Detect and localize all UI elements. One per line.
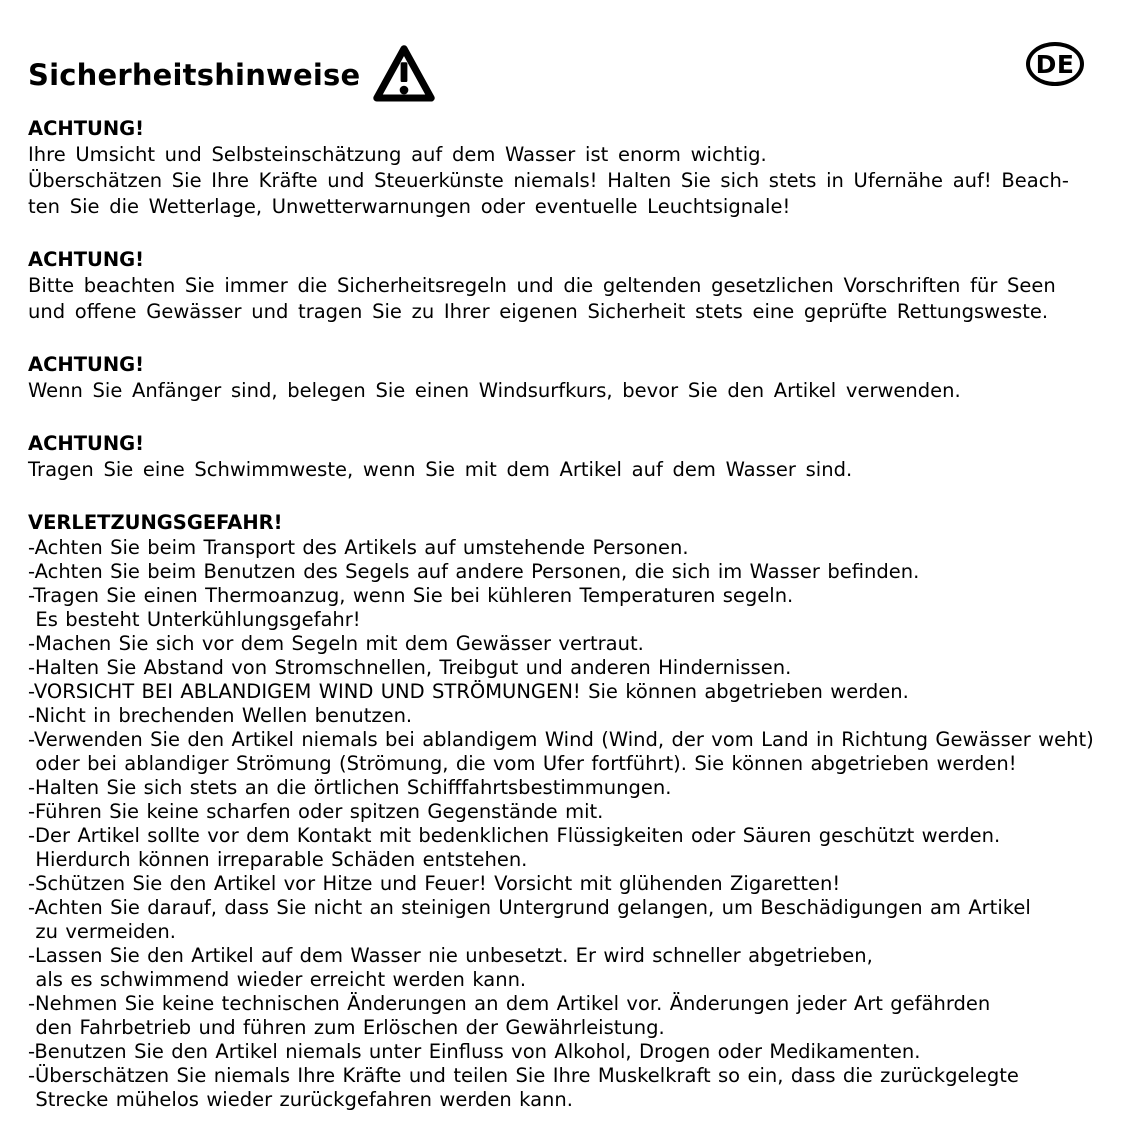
text-line: Überschätzen Sie Ihre Kräfte und Steuerkünste niemals! Halten Sie sich stets in Ufernähe auf! Beach-: [28, 169, 1069, 192]
language-badge-label: DE: [1035, 49, 1075, 79]
text-line: zu vermeiden.: [28, 920, 176, 943]
text-line: ten Sie die Wetterlage, Unwetterwarnungen oder eventuelle Leuchtsignale!: [28, 195, 791, 218]
text-line: Ihre Umsicht und Selbsteinschätzung auf dem Wasser ist enorm wichtig.: [28, 143, 767, 166]
section-heading: ACHTUNG!: [28, 353, 145, 376]
text-line: -Verwenden Sie den Artikel niemals bei ablandigem Wind (Wind, der vom Land in Richtung Gewässer weht): [28, 728, 1094, 751]
page-title: Sicherheitshinweise: [28, 58, 361, 92]
section-heading: ACHTUNG!: [28, 248, 145, 271]
language-badge: [1026, 42, 1084, 86]
text-line: den Fahrbetrieb und führen zum Erlöschen der Gewährleistung.: [28, 1016, 665, 1039]
section-heading: ACHTUNG!: [28, 117, 145, 140]
text-line: -Nehmen Sie keine technischen Änderungen an dem Artikel vor. Änderungen jeder Art gefährden: [28, 992, 991, 1015]
text-line: -Machen Sie sich vor dem Segeln mit dem Gewässer vertraut.: [28, 632, 644, 655]
text-line: -Tragen Sie einen Thermoanzug, wenn Sie bei kühleren Temperaturen segeln.: [28, 584, 794, 607]
text-line: Bitte beachten Sie immer die Sicherheitsregeln und die geltenden gesetzlichen Vorschriften für Seen: [28, 274, 1056, 297]
section-achtung-4: [28, 431, 1142, 483]
text-line: Es besteht Unterkühlungsgefahr!: [28, 608, 361, 631]
text-line: -Nicht in brechenden Wellen benutzen.: [28, 704, 413, 727]
text-line: -Der Artikel sollte vor dem Kontakt mit bedenklichen Flüssigkeiten oder Säuren geschützt werden.: [28, 824, 1001, 847]
text-line: -Achten Sie beim Benutzen des Segels auf andere Personen, die sich im Wasser befinden.: [28, 560, 920, 583]
section-heading: ACHTUNG!: [28, 432, 145, 455]
text-line: -VORSICHT BEI ABLANDIGEM WIND UND STRÖMUNGEN! Sie können abgetrieben werden.: [28, 680, 909, 703]
text-line: -Schützen Sie den Artikel vor Hitze und Feuer! Vorsicht mit glühenden Zigaretten!: [28, 872, 841, 895]
text-line: Strecke mühelos wieder zurückgefahren werden kann.: [28, 1088, 573, 1111]
section-achtung-1: [28, 116, 1142, 220]
text-line: -Führen Sie keine scharfen oder spitzen Gegenstände mit.: [28, 800, 604, 823]
page-header: [28, 42, 1142, 108]
text-line: -Halten Sie Abstand von Stromschnellen, Treibgut und anderen Hindernissen.: [28, 656, 792, 679]
text-line: als es schwimmend wieder erreicht werden kann.: [28, 968, 527, 991]
text-line: -Benutzen Sie den Artikel niemals unter Einfluss von Alkohol, Drogen oder Medikamenten.: [28, 1040, 921, 1063]
text-line: -Überschätzen Sie niemals Ihre Kräfte und teilen Sie Ihre Muskelkraft so ein, dass die zurückgelegte: [28, 1064, 1019, 1087]
section-achtung-3: [28, 352, 1142, 404]
warning-triangle-icon: [372, 43, 436, 107]
text-line: Wenn Sie Anfänger sind, belegen Sie einen Windsurfkurs, bevor Sie den Artikel verwenden.: [28, 379, 961, 402]
text-line: und offene Gewässer und tragen Sie zu Ihrer eigenen Sicherheit stets eine geprüfte Rettungsweste.: [28, 300, 1049, 323]
section-achtung-2: [28, 247, 1142, 325]
text-line: -Lassen Sie den Artikel auf dem Wasser nie unbesetzt. Er wird schneller abgetrieben,: [28, 944, 873, 967]
section-verletzungsgefahr: [28, 510, 1142, 1112]
text-line: oder bei ablandiger Strömung (Strömung, die vom Ufer fortführt). Sie können abgetrieben werden!: [28, 752, 1017, 775]
text-line: Hierdurch können irreparable Schäden entstehen.: [28, 848, 528, 871]
text-line: Tragen Sie eine Schwimmweste, wenn Sie mit dem Artikel auf dem Wasser sind.: [28, 458, 853, 481]
section-heading: VERLETZUNGSGEFAHR!: [28, 511, 283, 534]
text-line: -Achten Sie beim Transport des Artikels auf umstehende Personen.: [28, 536, 689, 559]
text-line: -Achten Sie darauf, dass Sie nicht an steinigen Untergrund gelangen, um Beschädigungen am Artikel: [28, 896, 1031, 919]
text-line: -Halten Sie sich stets an die örtlichen Schifffahrtsbestimmungen.: [28, 776, 672, 799]
